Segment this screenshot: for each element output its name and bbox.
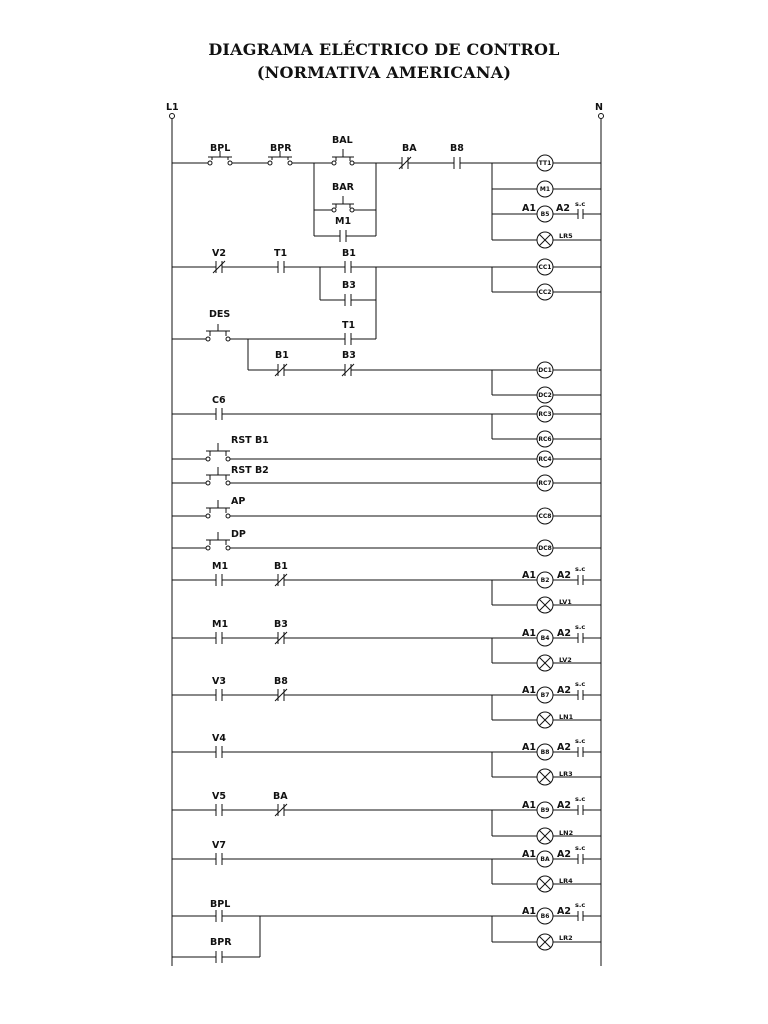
a1-label: A1 [522,203,536,214]
l1-terminal [170,114,175,119]
l1-label: L1 [166,102,179,113]
diagram-title-line2: (NORMATIVA AMERICANA) [256,63,512,82]
b3-nc-label: B3 [342,350,356,361]
ap-label: AP [231,496,246,507]
a2-label: A2 [557,849,571,860]
n-terminal [599,114,604,119]
b8-label: B8 [450,143,464,154]
rst-b1-label: RST B1 [231,435,269,446]
rst-b2-label: RST B2 [231,465,269,476]
contact-label: M1 [212,561,229,572]
contact-label: BPL [210,899,231,910]
coil-label: B7 [540,692,550,699]
des-pushbutton [206,324,230,341]
t1b-label: T1 [342,320,356,331]
m1-contact-label: M1 [335,216,352,227]
a1-label: A1 [522,800,536,811]
a2-label: A2 [556,203,570,214]
contact-label: V7 [212,840,226,851]
lr5-label: LR5 [559,232,573,240]
a2-label: A2 [557,742,571,753]
sc-label: s.c [575,901,586,909]
contact-label: V4 [212,733,226,744]
bal-pushbutton [332,149,354,165]
sc-label: s.c [575,680,586,688]
lamp-rung-1 [172,561,601,613]
contact-label: M1 [212,619,229,630]
contact-label: B1 [274,561,288,572]
coil-label: B2 [540,577,550,584]
rung-8 [172,529,601,556]
svg-text:CC1: CC1 [538,264,552,271]
lamp-rung-7 [172,899,601,963]
c6-label: C6 [212,395,226,406]
coil-label: B9 [540,807,550,814]
sc-label: s.c [575,844,586,852]
lamp-label: LV1 [559,598,572,606]
contact-label: V5 [212,791,226,802]
lamp-label: LV2 [559,656,572,664]
des-label: DES [209,309,231,320]
n-label: N [595,102,603,113]
t1-label: T1 [274,248,288,259]
svg-text:CC8: CC8 [538,513,552,520]
svg-text:M1: M1 [539,186,551,193]
sc-label: s.c [575,565,586,573]
lamp-label: LR2 [559,934,573,942]
contact-label: V3 [212,676,226,687]
sc-label: s.c [575,200,586,208]
sc-label: s.c [575,795,586,803]
svg-text:RC3: RC3 [538,411,552,418]
svg-text:DC1: DC1 [538,367,552,374]
diagram-title-line1: DIAGRAMA ELÉCTRICO DE CONTROL [208,40,560,59]
svg-text:RC4: RC4 [538,456,552,463]
bal-label: BAL [332,135,353,146]
sc-label: s.c [575,623,586,631]
a2-label: A2 [557,800,571,811]
v2-label: V2 [212,248,226,259]
contact-label: B3 [274,619,288,630]
dp-label: DP [231,529,246,540]
lamp-label: LR3 [559,770,573,778]
bar-pushbutton [332,196,354,212]
svg-text:DC8: DC8 [538,545,552,552]
svg-text:RC7: RC7 [538,480,552,487]
contact-label: BPR [210,937,232,948]
svg-text:TT1: TT1 [538,160,552,167]
b1-nc-label: B1 [275,350,289,361]
svg-text:B5: B5 [540,211,550,218]
sc-label: s.c [575,737,586,745]
bpr-label: BPR [270,143,292,154]
contact-label: BA [273,791,288,802]
b1-label: B1 [342,248,356,259]
a1-label: A1 [522,570,536,581]
lamp-rung-3 [172,676,601,728]
lamp-rung-2 [172,619,601,671]
coil-label: B4 [540,635,550,642]
a1-label: A1 [522,685,536,696]
svg-text:DC2: DC2 [538,392,552,399]
coil-label: B6 [540,913,550,920]
ba-label: BA [402,143,417,154]
coil-label: B8 [540,749,550,756]
lamp-rung-5 [172,791,601,844]
bpl-label: BPL [210,143,231,154]
a1-label: A1 [522,742,536,753]
b3-label: B3 [342,280,356,291]
lamp-label: LN1 [559,713,574,721]
svg-text:RC6: RC6 [538,436,552,443]
svg-text:CC2: CC2 [538,289,552,296]
a2-label: A2 [557,685,571,696]
contact-label: B8 [274,676,288,687]
lamp-label: LN2 [559,829,574,837]
bar-label: BAR [332,182,354,193]
rung-6 [172,465,601,491]
a1-label: A1 [522,906,536,917]
a1-label: A1 [522,628,536,639]
lamp-rung-4 [172,733,601,785]
lamp-label: LR4 [559,877,573,885]
rung-1 [172,135,601,248]
a2-label: A2 [557,628,571,639]
rung-7 [172,496,601,524]
lamp-rung-6 [172,840,601,892]
a2-label: A2 [557,570,571,581]
rung-3 [248,339,601,403]
a1-label: A1 [522,849,536,860]
rung-2 [172,248,601,345]
coil-label: BA [540,856,550,863]
a2-label: A2 [557,906,571,917]
